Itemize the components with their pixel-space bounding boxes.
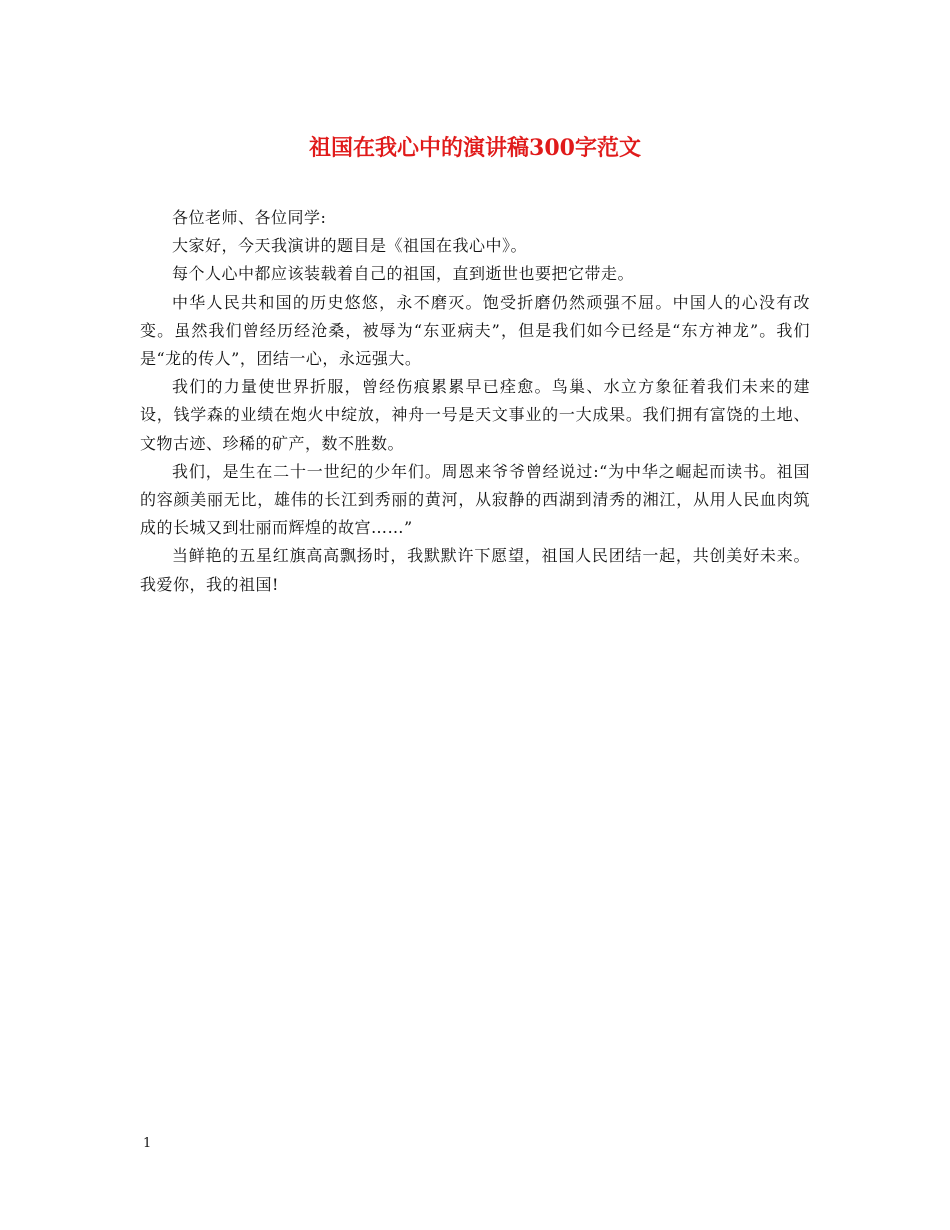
paragraph: 我们，是生在二十一世纪的少年们。周恩来爷爷曾经说过:“为中华之崛起而读书。祖国的容颜美丽无比，雄伟的长江到秀丽的黄河，从寂静的西湖到清秀的湘江，从用人民血肉筑成的长城又到壮丽而辉煌的故宫……” [140, 461, 810, 538]
page-number: 1 [143, 1136, 152, 1151]
paragraph: 每个人心中都应该装载着自己的祖国，直到逝世也要把它带走。 [172, 264, 635, 284]
paragraph-salutation: 各位老师、各位同学: [172, 208, 327, 227]
paragraph: 中华人民共和国的历史悠悠，永不磨灭。饱受折磨仍然顽强不屈。中国人的心没有改变。虽然我们曾经历经沧桑，被辱为“东亚病夫”，但是我们如今已经是“东方神龙”。我们是“龙的传人”，团结一心，永远强大。 [140, 292, 810, 369]
paragraph-closing: 当鲜艳的五星红旗高高飘扬时，我默默许下愿望，祖国人民团结一起，共创美好未来。我爱你，我的祖国! [140, 546, 810, 594]
document-body [140, 204, 810, 599]
document-title: 祖国在我心中的演讲稿300字范文 [309, 135, 641, 161]
paragraph: 我们的力量使世界折服，曾经伤痕累累早已痊愈。鸟巢、水立方象征着我们未来的建设，钱学森的业绩在炮火中绽放，神舟一号是天文事业的一大成果。我们拥有富饶的土地、文物古迹、珍稀的矿产，数不胜数。 [140, 377, 810, 453]
paragraph-greeting: 大家好，今天我演讲的题目是《祖国在我心中》。 [172, 236, 528, 256]
